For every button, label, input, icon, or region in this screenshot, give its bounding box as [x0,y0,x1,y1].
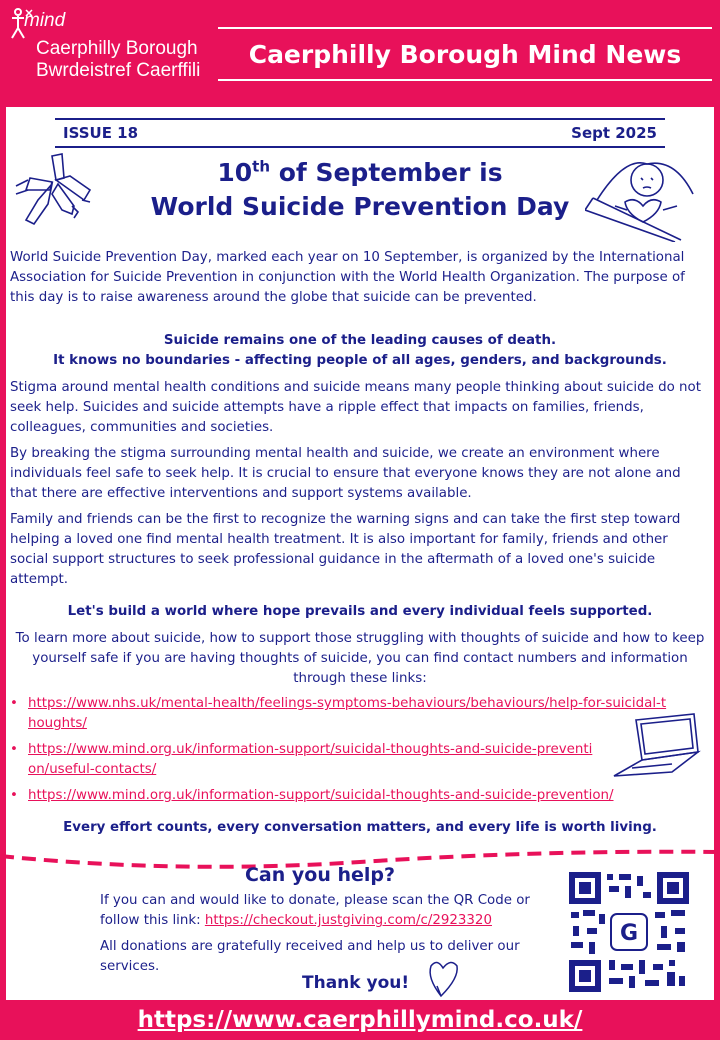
issue-number: ISSUE 18 [63,124,139,142]
newsletter-title: Caerphilly Borough Mind News [248,39,682,69]
newsletter-title-box [218,27,712,81]
issue-bar [55,118,665,148]
intro-paragraph: World Suicide Prevention Day, marked each year on 10 September, is organized by the International Association for Suicide Prevention in conjunction with the World Health Organization. The purpose of this day is to raise awareness around the globe that suicide can be prevented. [10,250,685,305]
link-mind-suicide-prevention[interactable]: https://www.mind.org.uk/information-support/suicidal-thoughts-and-suicide-prevention/ [28,788,614,803]
svg-text:G: G [619,921,639,946]
thank-you-text: Thank you! [302,973,410,993]
logo-wordmark: mind [24,10,66,31]
paragraph-breaking-stigma: By breaking the stigma surrounding mental health and suicide, we create an environment where individuals feel safe to seek help. It is crucial to ensure that everyone knows they are not alone and that there are effective interventions and support systems available. [10,446,681,501]
list-item [10,786,710,806]
heart-icon [425,958,461,998]
bullet-icon: • [10,696,18,711]
logo-line-english: Caerphilly Borough [36,38,198,59]
link-nhs-suicidal-thoughts[interactable]: https://www.nhs.uk/mental-health/feelings-symptoms-behaviours/behaviours/help-for-suicidal-thoughts/ [28,696,667,731]
laptop-icon [612,712,702,778]
footer-banner [0,1000,720,1040]
issue-date: Sept 2025 [571,124,657,142]
bullet-icon: • [10,788,18,803]
header-banner [0,0,720,107]
bullet-icon: • [10,742,18,757]
donation-qr-code[interactable] [569,872,689,992]
donations-paragraph: All donations are gratefully received and help us to deliver our services. [100,939,520,974]
headline [100,156,620,224]
headline-line2: World Suicide Prevention Day [150,192,570,221]
website-link[interactable]: https://www.caerphillymind.co.uk/ [137,1007,583,1033]
help-title: Can you help? [244,864,396,886]
justgiving-link[interactable]: https://checkout.justgiving.com/c/2923320 [204,913,492,928]
list-item [10,694,710,734]
emphasis-line-1: Suicide remains one of the leading causes of death. [163,333,557,348]
paragraph-family-friends: Family and friends can be the first to recognize the warning signs and can take the first step toward helping a loved one find mental health treatment. It is also important for family, friends and other social support structures to seek professional guidance in the aftermath of a loved one's suicide attempt. [10,512,681,587]
logo-line-welsh: Bwrdeistref Caerffili [36,60,201,81]
resource-links [10,694,710,812]
learn-more-paragraph: To learn more about suicide, how to support those struggling with thoughts of suicide and how to keep yourself safe if you are having thoughts of suicide, you can find contact numbers and information through these links: [15,631,705,686]
emphasis-line-2: It knows no boundaries - affecting people of all ages, genders, and backgrounds. [53,353,667,368]
list-item [10,740,710,780]
headline-line1: 10th of September is [217,157,503,187]
person-holding-heart-icon [585,150,705,242]
joined-hands-icon [12,150,102,230]
link-mind-useful-contacts[interactable]: https://www.mind.org.uk/information-support/suicidal-thoughts-and-suicide-prevention/useful-contacts/ [28,742,593,777]
donate-paragraph: If you can and would like to donate, please scan the QR Code or follow this link: https://checkout.justgiving.com/c/2923320 [100,893,530,928]
closing-statement: Every effort counts, every conversation matters, and every life is worth living. [63,820,657,835]
paragraph-stigma: Stigma around mental health conditions and suicide means many people thinking about suicide do not seek help. Suicides and suicide attempts have a ripple effect that impacts on families, friends, colleagues, communities and societies. [10,380,701,435]
hope-statement: Let's build a world where hope prevails and every individual feels supported. [67,604,653,619]
